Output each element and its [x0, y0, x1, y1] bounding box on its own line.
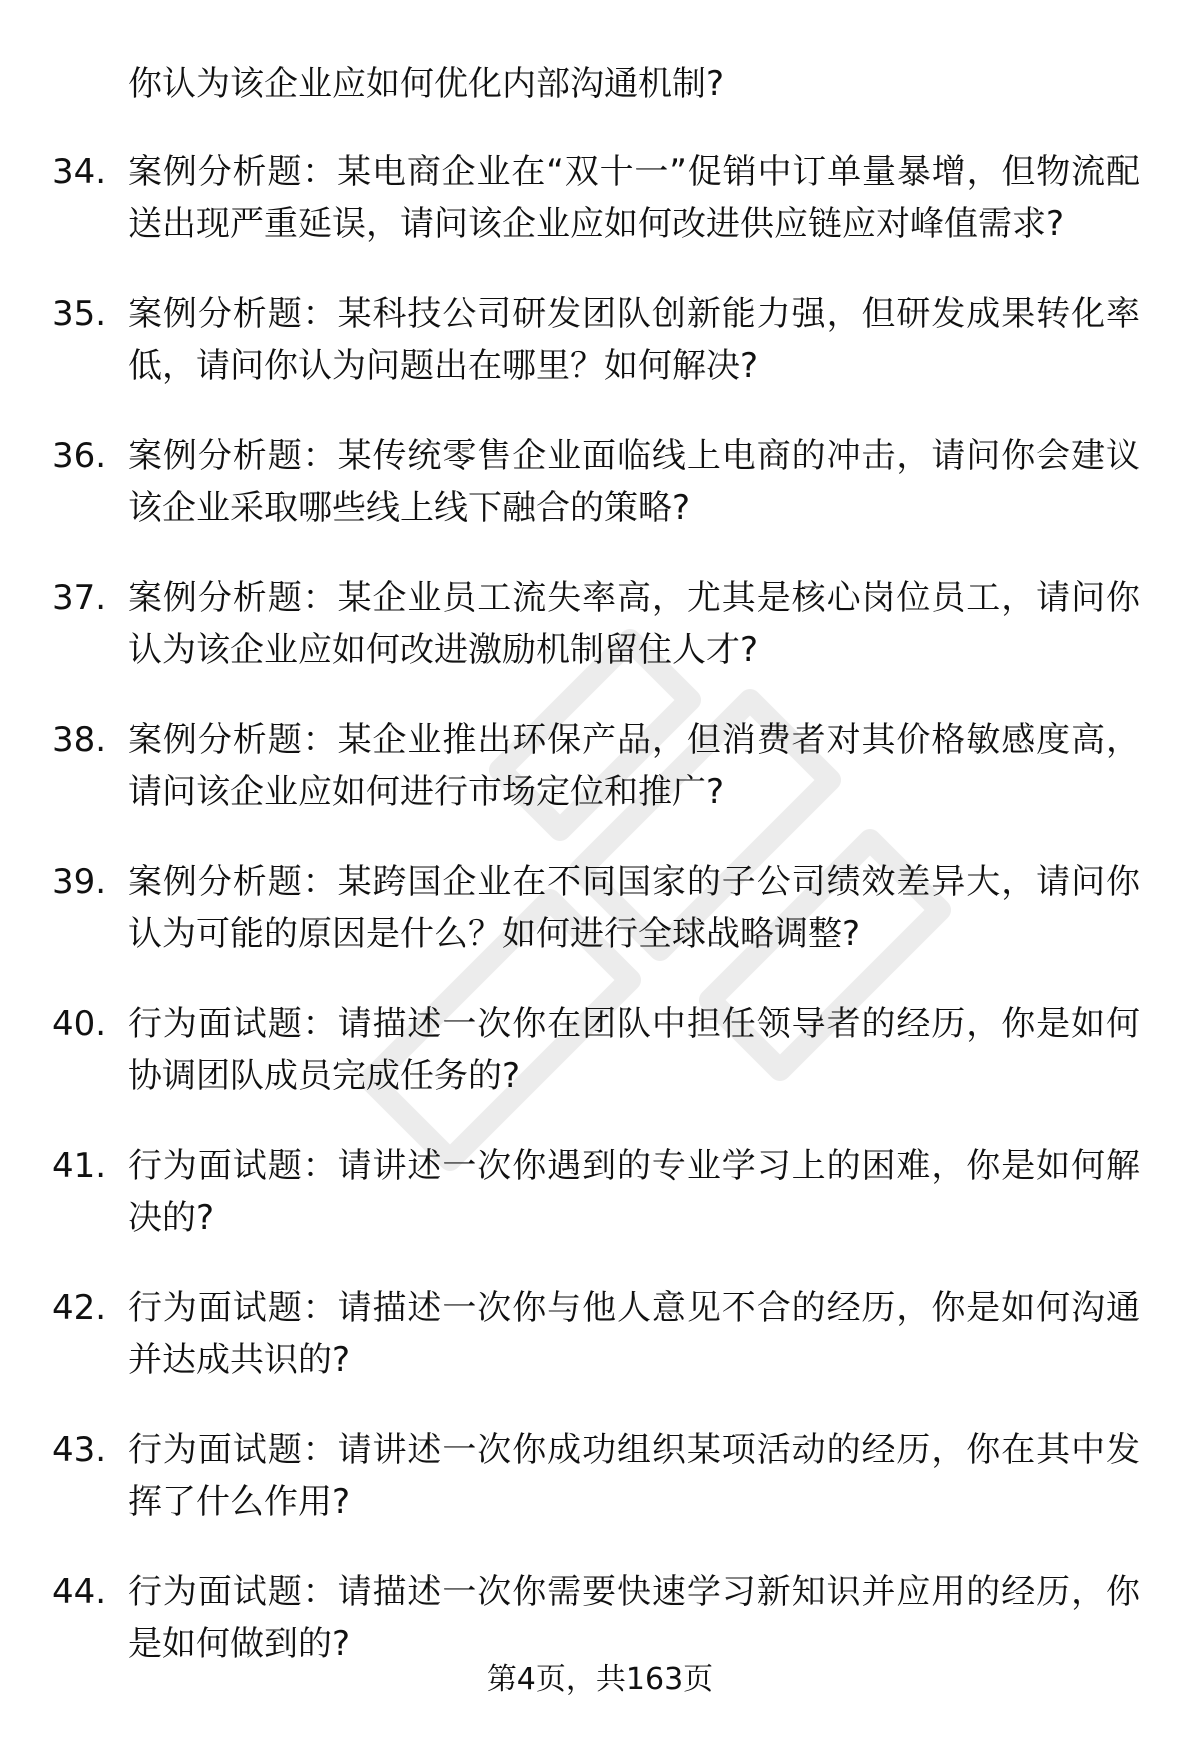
question-number: 37. — [52, 578, 107, 618]
question-text: 案例分析题：某电商企业在“双十一”促销中订单量暴增，但物流配送出现严重延误，请问该企业应如何改进供应链应对峰值需求? — [128, 152, 1140, 244]
question-text: 案例分析题：某企业推出环保产品，但消费者对其价格敏感度高，请问该企业应如何进行市场定位和推广? — [128, 720, 1140, 812]
question-item — [52, 430, 1142, 534]
question-number: 39. — [52, 862, 107, 902]
question-item — [52, 998, 1142, 1102]
page-footer: 第4页，共163页 — [486, 1662, 714, 1697]
question-item — [52, 146, 1142, 250]
question-text: 行为面试题：请讲述一次你成功组织某项活动的经历，你在其中发挥了什么作用? — [128, 1430, 1140, 1522]
question-item — [52, 1282, 1142, 1386]
question-text: 行为面试题：请描述一次你与他人意见不合的经历，你是如何沟通并达成共识的? — [128, 1288, 1140, 1380]
question-text: 案例分析题：某跨国企业在不同国家的子公司绩效差异大，请问你认为可能的原因是什么？如何进行全球战略调整? — [128, 862, 1140, 954]
question-item — [52, 714, 1142, 818]
continued-question-text: 你认为该企业应如何优化内部沟通机制? — [128, 64, 725, 104]
question-number: 42. — [52, 1288, 107, 1328]
question-text: 案例分析题：某科技公司研发团队创新能力强，但研发成果转化率低，请问你认为问题出在哪里？如何解决? — [128, 294, 1140, 386]
question-item — [52, 1424, 1142, 1528]
question-number: 43. — [52, 1430, 107, 1470]
question-text: 行为面试题：请描述一次你需要快速学习新知识并应用的经历，你是如何做到的? — [128, 1572, 1140, 1664]
question-text: 行为面试题：请描述一次你在团队中担任领导者的经历，你是如何协调团队成员完成任务的? — [128, 1004, 1140, 1096]
question-number: 38. — [52, 720, 107, 760]
question-text: 行为面试题：请讲述一次你遇到的专业学习上的困难，你是如何解决的? — [128, 1146, 1140, 1238]
question-item — [52, 856, 1142, 960]
question-item — [52, 1566, 1142, 1670]
question-number: 35. — [52, 294, 107, 334]
question-text: 案例分析题：某企业员工流失率高，尤其是核心岗位员工，请问你认为该企业应如何改进激励机制留住人才? — [128, 578, 1140, 670]
question-number: 34. — [52, 152, 107, 192]
question-item — [52, 1140, 1142, 1244]
question-item — [52, 288, 1142, 392]
question-number: 41. — [52, 1146, 107, 1186]
question-number: 36. — [52, 436, 107, 476]
question-text: 案例分析题：某传统零售企业面临线上电商的冲击，请问你会建议该企业采取哪些线上线下融合的策略? — [128, 436, 1140, 528]
question-item — [52, 572, 1142, 676]
question-number: 44. — [52, 1572, 107, 1612]
question-list — [0, 146, 1200, 1708]
question-number: 40. — [52, 1004, 107, 1044]
